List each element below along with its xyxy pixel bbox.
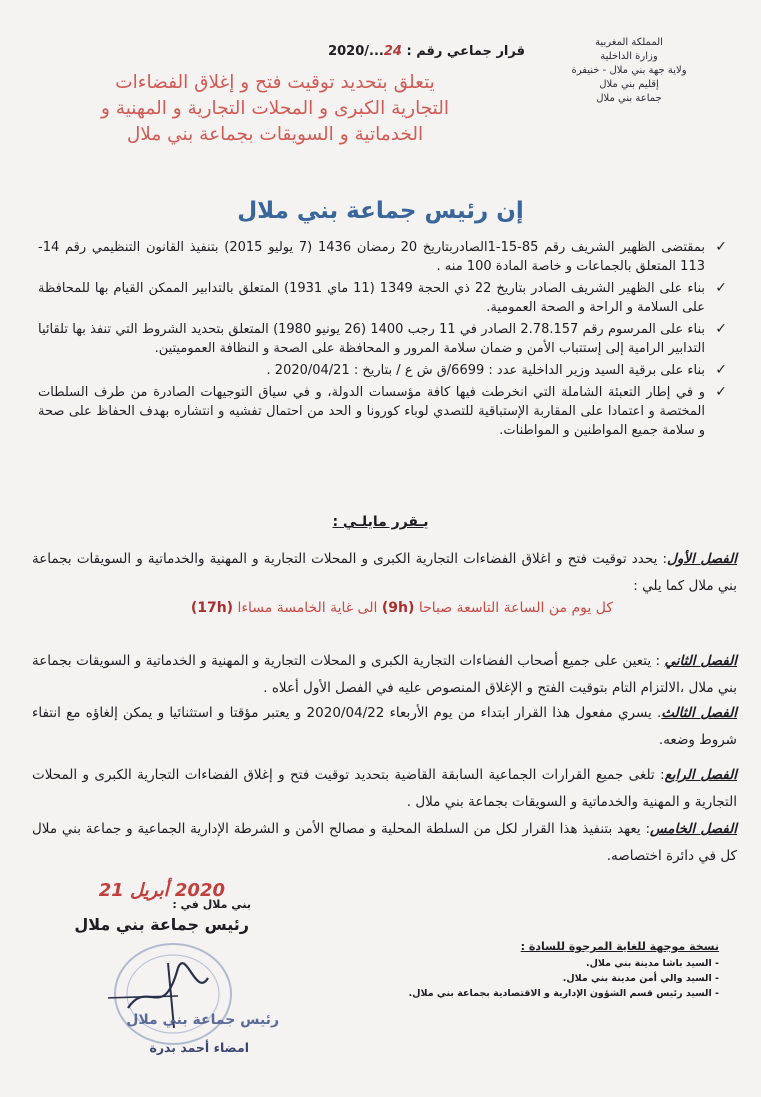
admin-line: المملكة المغربية [595,37,663,48]
stamp-caption: رئيس جماعة بني ملال [126,1012,279,1028]
article-label: الفصل الرابع [664,767,737,783]
article-label: الفصل الخامس [650,821,737,837]
recital-item [38,238,729,276]
decree-number-handwritten: 24 [383,44,402,59]
article-text: . يسري مفعول هذا القرار ابتداء من يوم الأربعاء 2020/04/22 و يعتبر مؤقتا و استثنائيا و يمكن إلغاؤه مع انتفاء شروط وضعه. [32,705,737,748]
decree-prefix: قرار جماعي رقم : [406,44,525,59]
copies-list [409,956,719,1001]
hours-middle: الى غاية الخامسة مساءا [237,600,378,616]
article-2 [32,648,737,702]
recital-item [38,320,729,358]
hours-open: (9h) [381,600,415,616]
checkmark-icon: ✓ [715,280,727,296]
recital-text: بناء على برقية السيد وزير الداخلية عدد : 6699/ق ش ع / بتاريخ : 2020/04/21 . [266,363,705,378]
copy-item: - السيد رئيس قسم الشؤون الإدارية و الاقتصادية بجماعة بني ملال. [408,988,719,999]
subject-line: التجارية الكبرى و المحلات التجارية و المهنية و [100,98,450,119]
recital-text: بناء على الظهير الشريف الصادر بتاريخ 22 ذي الحجة 1349 (11 ماي 1931) المتعلق بالتدابير الممكن القيام بها للمحافظة على السلامة و الراحة و الصحة العمومية. [38,281,705,315]
decree-suffix: .../2020 [328,44,384,59]
copy-item: - السيد والي أمن مدينة بني ملال. [562,973,719,984]
decree-number [328,44,525,59]
admin-line: إقليم بني ملال [599,79,659,90]
article-text: : يتعين على جميع أصحاب الفضاءات التجارية الكبرى و المحلات التجارية و المهنية و الخدماتية و السويقات بجماعة بني ملال ،الالتزام التام بتوقيت الفتح و الإغلاق المنصوص عليه في الفصل الأول أعلاه . [32,653,737,696]
article-label: الفصل الثاني [664,653,737,669]
hours-close: (17h) [190,600,234,616]
hours-prefix: كل يوم من الساعة التاسعة صباحا [418,600,613,616]
checkmark-icon: ✓ [715,384,727,400]
signer-title: رئيس جماعة بني ملال [74,915,249,934]
signer-name: امضاء أحمد بدرة [149,1040,249,1055]
opening-hours [191,600,613,616]
article-4 [32,762,737,816]
subject-line: يتعلق بتحديد توقيت فتح و إغلاق الفضاءات [115,72,435,93]
checkmark-icon: ✓ [715,362,727,378]
handwritten-date: 2020 أبريل 21 [98,880,225,901]
admin-line: وزارة الداخلية [600,51,658,62]
article-5 [32,816,737,870]
recitals-list [38,238,729,443]
article-text: : تلغى جميع القرارات الجماعية السابقة القاضية بتحديد توقيت فتح و إغلاق الفضاءات التجارية الكبرى و المحلات التجارية و المهنية والخدماتية و السويقات بجماعة بني ملال . [32,767,737,810]
recital-text: بمقتضى الظهير الشريف رقم 85-15-1الصادربتاريخ 20 رمضان 1436 (7 يوليو 2015) بتنفيذ القانون التنظيمي رقم 14-113 المتعلق بالجماعات و خاصة المادة 100 منه . [38,240,705,274]
place-label: بني ملال في : [172,898,251,911]
decides-heading: يـقرر مايلـي : [332,514,429,530]
article-label: الفصل الأول [667,551,738,567]
article-text: : يعهد بتنفيذ هذا القرار لكل من السلطة المحلية و مصالح الأمن و الشرطة الإدارية الجماعية و جماعة بني ملال كل في دائرة اختصاصه. [32,821,737,864]
recital-item [38,383,729,440]
recital-item [38,361,729,380]
subject-line: الخدماتية و السويقات بجماعة بني ملال [126,124,424,145]
copies-title: نسخة موجهة للغاية المرجوة للسادة : [520,940,719,953]
article-text: : يحدد توقيت فتح و اغلاق الفضاءات التجارية الكبرى و المحلات التجارية و المهنية والخدماتية و السويقات بجماعة بني ملال كما يلي : [32,551,737,594]
administration-header [539,36,719,106]
admin-line: ولاية جهة بني ملال - خنيفرة [571,65,687,76]
recital-text: بناء على المرسوم رقم 2.78.157 الصادر في 11 رجب 1400 (26 يونيو 1980) المتعلق بتحديد الشروط التي تنفذ بها تلقائيا التدابير الرامية إلى إستتباب الأمن و ضمان سلامة المرور و المحافظة على الصحة و النظافة العموميتين. [38,322,705,356]
copy-item: - السيد باشا مدينة بني ملال. [586,958,719,969]
admin-line: جماعة بني ملال [596,93,662,104]
president-title: إن رئيس جماعة بني ملال [237,198,524,224]
recital-text: و في إطار التعبئة الشاملة التي انخرطت فيها كافة مؤسسات الدولة، و في سياق التوجيهات الصادرة من طرف السلطات المختصة و اعتمادا على المقاربة الإستباقية للتصدي لوباء كورونا و الحد من احتمال تفشيه و انتشاره بهدف الحفاظ على صحة و سلامة جميع المواطنين و المواطنات. [38,385,705,438]
decree-subject [35,70,515,148]
recital-item [38,279,729,317]
article-label: الفصل الثالث [661,705,737,721]
article-3 [32,700,737,754]
checkmark-icon: ✓ [715,239,727,255]
article-1 [32,546,737,600]
checkmark-icon: ✓ [715,321,727,337]
official-stamp-icon [108,938,238,1050]
